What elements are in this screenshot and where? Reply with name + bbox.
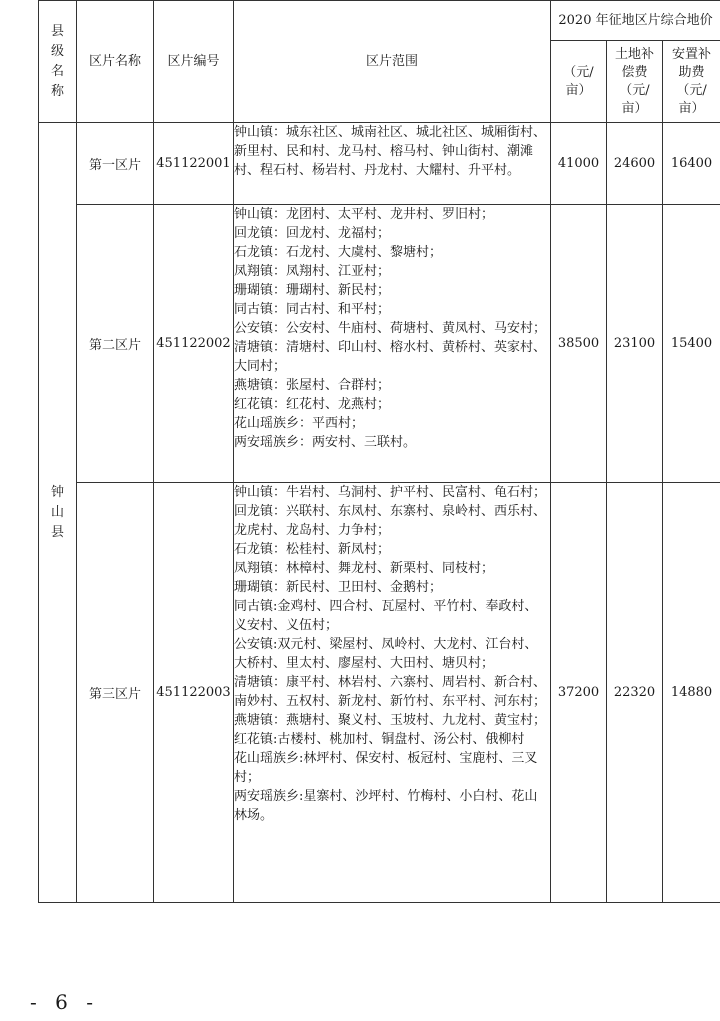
zone-name-2: 第二区片 — [77, 205, 154, 483]
zone-code-2: 451122002 — [154, 205, 234, 483]
zone-name-1: 第一区片 — [77, 123, 154, 205]
scope-line: 燕塘镇：燕塘村、聚义村、玉坡村、九龙村、黄宝村； — [234, 713, 547, 728]
scope-line: 红花镇:古楼村、桃加村、铜盘村、汤公村、俄柳村 — [234, 732, 525, 747]
scope-line: 石龙镇：松桂村、新凤村； — [234, 542, 391, 557]
zone-name-3: 第三区片 — [77, 483, 154, 903]
scope-line: 钟山镇：牛岩村、乌洞村、护平村、民富村、龟石村； — [234, 485, 547, 500]
scope-line: 同古镇:金鸡村、四合村、瓦屋村、平竹村、奉政村、义安村、义伍村； — [234, 599, 538, 633]
scope-line: 钟山镇：龙团村、太平村、龙井村、罗旧村； — [234, 207, 495, 222]
header-county — [39, 1, 77, 123]
zone-land-1: 24600 — [607, 123, 663, 205]
county-cell — [39, 123, 77, 903]
zone-resettle-1: 16400 — [663, 123, 720, 205]
scope-line: 公安镇:双元村、梁屋村、凤岭村、大龙村、江台村、大桥村、里太村、廖屋村、大田村、塘贝村； — [234, 637, 538, 671]
zone-land-3: 22320 — [607, 483, 663, 903]
land-price-table — [38, 0, 720, 903]
scope-line: 燕塘镇：张屋村、合群村； — [234, 378, 391, 393]
scope-line: 花山瑶族乡:林坪村、保安村、板冠村、宝鹿村、三叉村； — [234, 751, 538, 785]
scope-line: 两安瑶族乡：两安村、三联村。 — [234, 435, 417, 450]
scope-line: 同古镇：同古村、和平村； — [234, 302, 391, 317]
scope-line: 回龙镇：回龙村、龙福村； — [234, 226, 391, 241]
header-price-group: 2020 年征地区片综合地价 — [551, 1, 720, 41]
zone-resettle-2: 15400 — [663, 205, 720, 483]
scope-line: 凤翔镇：凤翔村、江亚村； — [234, 264, 391, 279]
header-resettle: 安置补助费（元/亩） — [663, 41, 720, 123]
scope-line: 回龙镇：兴联村、东凤村、东寨村、泉岭村、西乐村、龙虎村、龙岛村、力争村； — [234, 504, 547, 538]
zone-total-1: 41000 — [551, 123, 607, 205]
header-county-text: 县级名称 — [50, 23, 64, 99]
zone-land-2: 23100 — [607, 205, 663, 483]
table-row — [39, 205, 720, 483]
scope-line: 钟山镇：城东社区、城南社区、城北社区、城厢街村、新里村、民和村、龙马村、榕马村、钟山街村、潮滩村、程石村、杨岩村、丹龙村、大耀村、升平村。 — [234, 125, 547, 178]
scope-line: 凤翔镇：林樟村、舞龙村、新栗村、同枝村； — [234, 561, 495, 576]
header-land-comp: 土地补偿费（元/亩） — [607, 41, 663, 123]
zone-code-1: 451122001 — [154, 123, 234, 205]
county-name: 钟山县 — [50, 484, 64, 540]
scope-line: 红花镇：红花村、龙燕村； — [234, 397, 391, 412]
header-total-unit: （元/亩） — [551, 41, 607, 123]
scope-line: 清塘镇：清塘村、印山村、榕水村、黄桥村、英家村、大同村； — [234, 340, 547, 374]
zone-total-2: 38500 — [551, 205, 607, 483]
scope-line: 石龙镇：石龙村、大虞村、黎塘村； — [234, 245, 443, 260]
scope-line: 清塘镇：康平村、林岩村、六寨村、周岩村、新合村、南妙村、五权村、新龙村、新竹村、东平村、河东村； — [234, 675, 547, 709]
scope-line: 两安瑶族乡:星寨村、沙坪村、竹梅村、小白村、花山林场。 — [234, 789, 538, 823]
page-number: - 6 - — [30, 990, 99, 1014]
scope-line: 珊瑚镇：新民村、卫田村、金鹅村； — [234, 580, 443, 595]
table-row — [39, 123, 720, 205]
zone-code-3: 451122003 — [154, 483, 234, 903]
zone-resettle-3: 14880 — [663, 483, 720, 903]
header-scope: 区片范围 — [234, 1, 551, 123]
zone-scope-1 — [234, 123, 551, 205]
zone-scope-3 — [234, 483, 551, 903]
scope-line: 公安镇：公安村、牛庙村、荷塘村、黄凤村、马安村； — [234, 321, 547, 336]
header-zone-code: 区片编号 — [154, 1, 234, 123]
zone-scope-2 — [234, 205, 551, 483]
header-zone-name: 区片名称 — [77, 1, 154, 123]
table-row — [39, 483, 720, 903]
scope-line: 珊瑚镇：珊瑚村、新民村； — [234, 283, 391, 298]
scope-line: 花山瑶族乡：平西村； — [234, 416, 365, 431]
zone-total-3: 37200 — [551, 483, 607, 903]
